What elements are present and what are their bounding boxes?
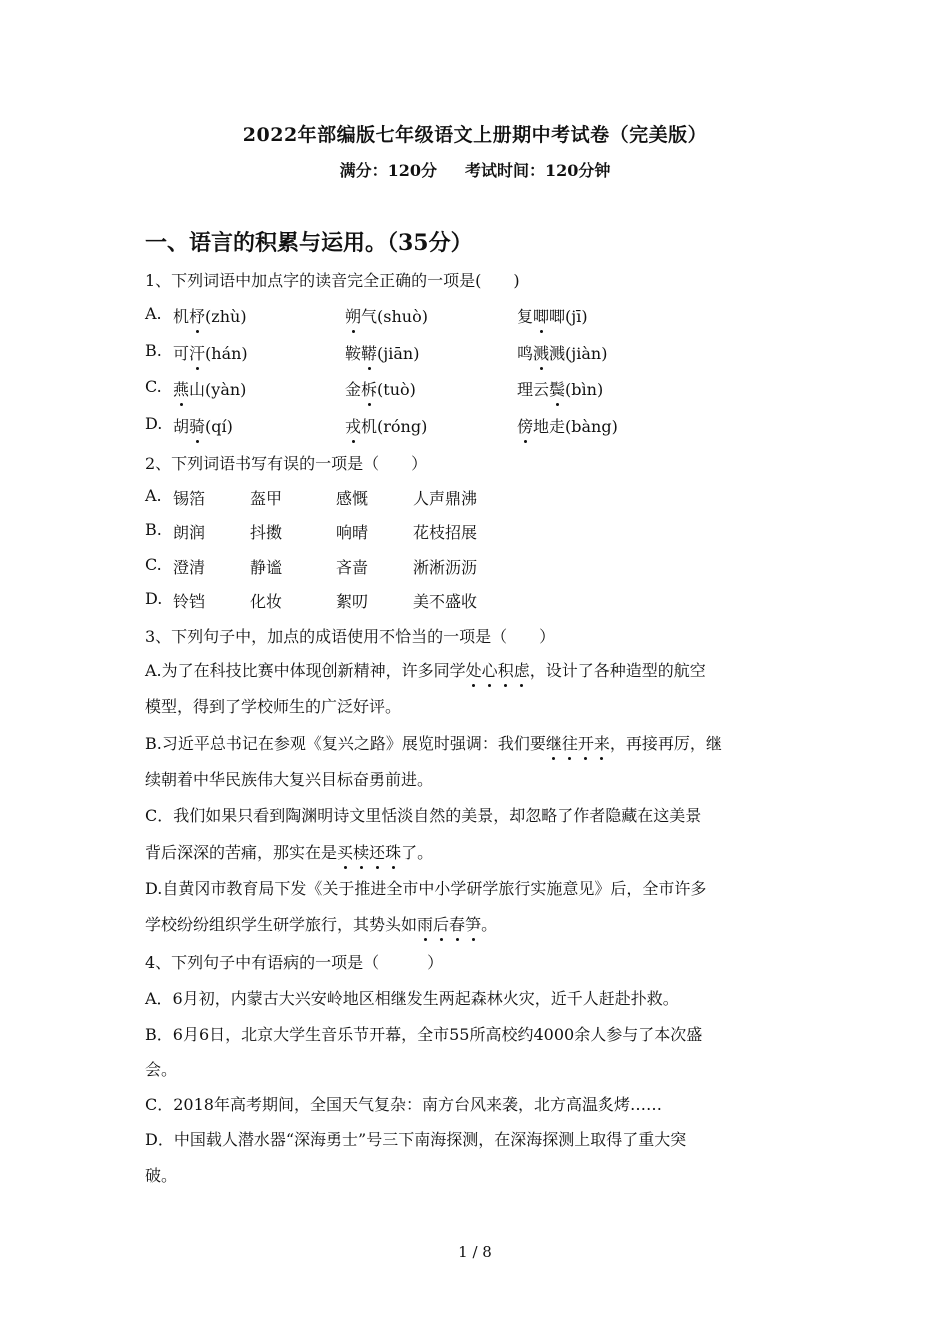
q3-option-d-line1: D.自黄冈市教育局下发《关于推进全市中小学研学旅行实施意见》后，全市许多 <box>145 879 707 898</box>
q1b-word2: 鞍鞯(jiān) <box>345 341 419 364</box>
q1a-word3: 复唧唧(jī) <box>517 304 588 327</box>
dotted-char: 往 <box>562 731 578 754</box>
q4-option-b-line1: B．6月6日，北京大学生音乐节开幕，全市55所高校约4000余人参与了本次盛 <box>145 1025 703 1044</box>
q3-option-a-line2: 模型，得到了学校师生的广泛好评。 <box>145 697 402 716</box>
question-1-stem: 1、下列词语中加点字的读音完全正确的一项是( ) <box>145 271 520 290</box>
dotted-idiom <box>466 661 530 680</box>
q1b-word1: 可汗(hán) <box>173 341 248 364</box>
exam-page: 2022年部编版七年级语文上册期中考试卷（完美版） 满分：120分 考试时间：120分钟 一、语言的积累与运用。（35分） 1、下列词语中加点字的读音完全正确的一项是( ) A. 机杼(zhù) 朔气(shuò) 复唧唧(jī) B. 可汗(hán) 鞍鞯(jiān) 鸣溅溅(jiàn) C. 燕山(yàn) 金柝(tuò) 理云鬓(bìn) D. 胡骑(qí) 戎机(róng) 傍地走(bàng) 2、下列词语书写有误的一项是（ ） A. 锡箔 盔甲 感慨 人声鼎沸 B. 朗润 抖擞 响晴 花枝招展 C. 澄清 静谧 吝啬 淅淅沥沥 D. 铃铛 化妆 絮叨 美不盛收 3、下列句子中，加点的成语使用不恰当的一项是（ ） A.为了在科技比赛中体现创新精神，许多同学处心积虑，设计了各种造型的航空 模型，得到了学校师生的广泛好评。 B.习近平总书记在参观《复兴之路》展览时强调：我们要继往开来，再接再厉，继 续朝着中华民族伟大复兴目标奋勇前进。 C．我们如果只看到陶渊明诗文里恬淡自然的美景，却忽略了作者隐藏在这美景 背后深深的苦痛，那实在是买椟还珠了。 D.自黄冈市教育局下发《关于推进全市中小学研学旅行实施意见》后，全市许多 学校纷纷组织学生研学旅行，其势头如雨后春笋。 4、下列句子中有语病的一项是（ ） A．6月初，内蒙古大兴安岭地区相继发生两起森林火灾，近千人赶赴扑救。 B．6月6日，北京大学生音乐节开幕，全市55所高校约4000余人参与了本次盛 会。 C．2018年高考期间，全国天气复杂：南方台风来袭，北方高温炙烤…… D．中国载人潜水器“深海勇士”号三下南海探测，在深海探测上取得了重大突 破。 1 / 8 <box>0 0 950 1344</box>
dotted-char: 还 <box>369 840 385 863</box>
q4-option-b-line2: 会。 <box>145 1060 178 1079</box>
q4-option-d-line1: D．中国载人潜水器“深海勇士”号三下南海探测，在深海探测上取得了重大突 <box>145 1130 687 1149</box>
exam-info <box>0 158 950 181</box>
dotted-char: 椟 <box>353 840 369 863</box>
question-4-stem: 4、下列句子中有语病的一项是（ ） <box>145 953 444 972</box>
exam-time: 考试时间：120分钟 <box>465 161 611 180</box>
q1a-word2: 朔气(shuò) <box>345 304 428 327</box>
dotted-char: 春 <box>449 912 465 935</box>
dotted-char: 来 <box>594 731 610 754</box>
dotted-idiom <box>546 734 610 753</box>
q3-option-b-line1: B.习近平总书记在参观《复兴之路》展览时强调：我们要继往开来，再接再厉，继 <box>145 731 722 754</box>
section-heading: 一、语言的积累与运用。（35分） <box>145 230 473 256</box>
q3-option-b-line2: 续朝着中华民族伟大复兴目标奋勇前进。 <box>145 770 434 789</box>
q1a-word1: 机杼(zhù) <box>173 304 247 327</box>
q4-option-c: C．2018年高考期间，全国天气复杂：南方台风来袭，北方高温炙烤…… <box>145 1095 662 1114</box>
q1c-word1: 燕山(yàn) <box>173 377 246 400</box>
dotted-char: 后 <box>433 912 449 935</box>
q1d-word1: 胡骑(qí) <box>173 414 233 437</box>
dotted-char: 开 <box>578 731 594 754</box>
dotted-idiom <box>337 843 401 862</box>
q1d-word3: 傍地走(bàng) <box>517 414 618 437</box>
page-number: 1 / 8 <box>458 1243 492 1261</box>
dotted-char: 处 <box>466 658 482 681</box>
q4-option-a: A．6月初，内蒙古大兴安岭地区相继发生两起森林火灾，近千人赶赴扑救。 <box>145 989 679 1008</box>
dotted-char: 积 <box>498 658 514 681</box>
dotted-char: 心 <box>482 658 498 681</box>
dotted-char: 虑 <box>514 658 530 681</box>
dotted-idiom <box>417 915 481 934</box>
dotted-char: 继 <box>546 731 562 754</box>
q1c-word3: 理云鬓(bìn) <box>517 377 603 400</box>
dotted-char: 买 <box>337 840 353 863</box>
q3-option-d-line2: 学校纷纷组织学生研学旅行，其势头如雨后春笋。 <box>145 912 497 935</box>
q3-option-a-line1: A.为了在科技比赛中体现创新精神，许多同学处心积虑，设计了各种造型的航空 <box>145 658 706 681</box>
q1b-word3: 鸣溅溅(jiàn) <box>517 341 607 364</box>
q1c-word2: 金柝(tuò) <box>345 377 416 400</box>
dotted-char: 雨 <box>417 912 433 935</box>
page-title: 2022年部编版七年级语文上册期中考试卷（完美版） <box>242 124 708 146</box>
full-score: 满分：120分 <box>339 161 437 180</box>
q3-option-c-line1: C．我们如果只看到陶渊明诗文里恬淡自然的美景，却忽略了作者隐藏在这美景 <box>145 806 702 825</box>
dotted-char: 笋 <box>465 912 481 935</box>
q3-option-c-line2: 背后深深的苦痛，那实在是买椟还珠了。 <box>145 840 433 863</box>
dotted-char: 珠 <box>385 840 401 863</box>
question-2-stem: 2、下列词语书写有误的一项是（ ） <box>145 454 428 473</box>
question-3-stem: 3、下列句子中，加点的成语使用不恰当的一项是（ ） <box>145 627 556 646</box>
q1d-word2: 戎机(róng) <box>345 414 427 437</box>
q4-option-d-line2: 破。 <box>145 1166 178 1185</box>
